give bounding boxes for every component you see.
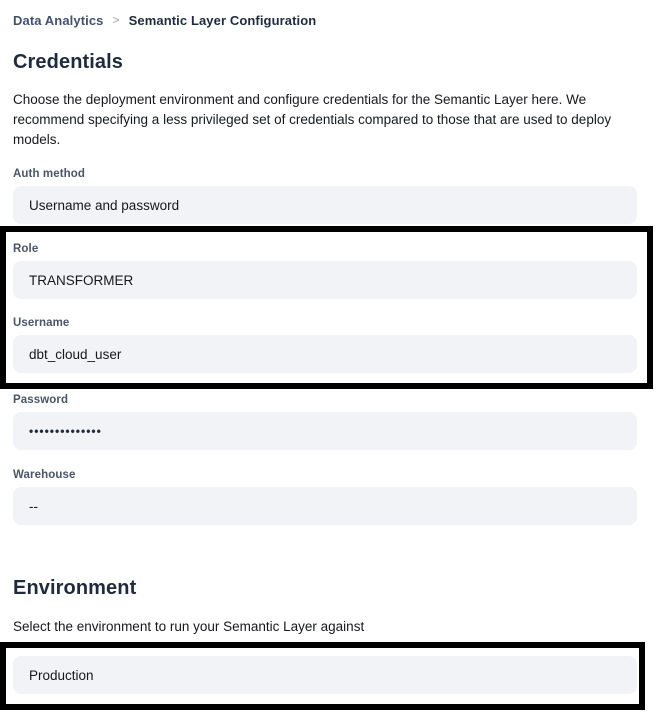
password-group (13, 394, 637, 450)
username-input[interactable]: dbt_cloud_user (13, 335, 637, 373)
environment-highlight-box (0, 642, 645, 710)
username-label: Username (13, 317, 70, 329)
role-group (13, 243, 637, 299)
environment-select[interactable]: Production (13, 656, 637, 694)
environment-description: Select the environment to run your Semantic Layer against (13, 619, 365, 634)
auth-method-group (13, 168, 637, 224)
warehouse-label: Warehouse (13, 469, 76, 481)
username-group (13, 317, 637, 373)
environment-heading: Environment (13, 577, 137, 599)
role-input[interactable]: TRANSFORMER (13, 261, 637, 299)
breadcrumb-chevron-icon: > (112, 12, 120, 27)
password-label: Password (13, 394, 69, 406)
breadcrumb (13, 13, 661, 28)
role-label: Role (13, 243, 39, 255)
auth-method-label: Auth method (13, 168, 86, 180)
warehouse-input[interactable]: -- (13, 487, 637, 525)
auth-method-select[interactable]: Username and password (13, 186, 637, 224)
credentials-heading: Credentials (13, 51, 124, 73)
breadcrumb-item-semantic-layer-configuration: Semantic Layer Configuration (128, 13, 317, 28)
credentials-description: Choose the deployment environment and configure credentials for the Semantic Layer here. We recommend specifying a less privileged set of credentials compared to those that are used to deploy models. (13, 92, 612, 147)
breadcrumb-item-data-analytics[interactable]: Data Analytics (13, 13, 104, 28)
warehouse-group (13, 469, 637, 525)
environment-group (13, 656, 637, 694)
credentials-highlight-box (0, 226, 653, 389)
password-input[interactable]: •••••••••••••• (13, 412, 637, 450)
